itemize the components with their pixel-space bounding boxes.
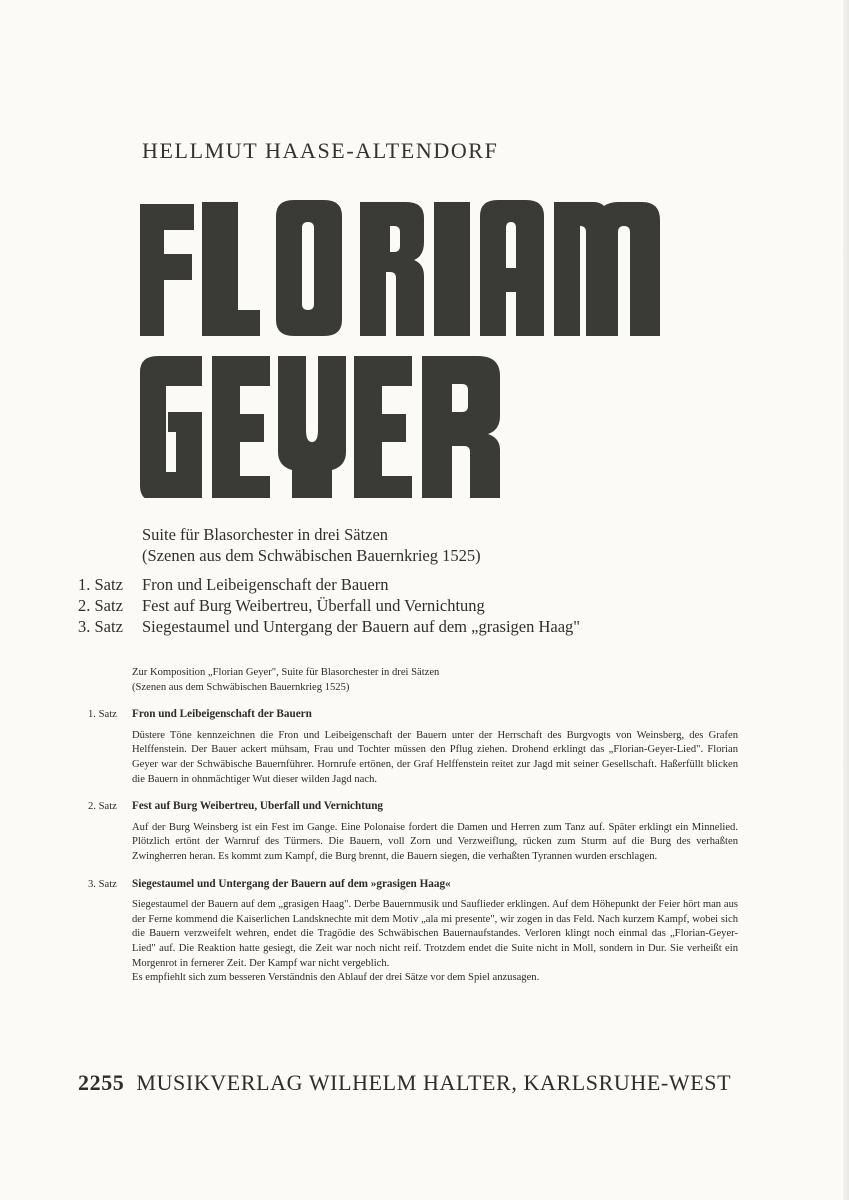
- section-body: [132, 898, 738, 986]
- section-heading: [88, 877, 738, 893]
- subtitle: [142, 524, 481, 566]
- movement-title: Fest auf Burg Weibertreu, Überfall und Vernichtung: [142, 596, 485, 615]
- subtitle-line-2: (Szenen aus dem Schwäbischen Bauernkrieg 1525): [142, 546, 481, 565]
- movement-list: [78, 574, 580, 637]
- publisher-name: MUSIKVERLAG WILHELM HALTER, KARLSRUHE-WEST: [136, 1070, 732, 1095]
- catalog-number: 2255: [78, 1070, 125, 1095]
- title-logotype: [138, 198, 683, 498]
- section-body: [132, 729, 738, 787]
- notes-section-2: [88, 799, 738, 864]
- notes-section-1: [88, 707, 738, 787]
- section-number: 2. Satz: [88, 801, 117, 813]
- section-heading: [88, 799, 738, 815]
- notes-intro-line-2: (Szenen aus dem Schwäbischen Bauernkrieg 1525): [132, 681, 350, 693]
- section-number: 1. Satz: [88, 709, 117, 721]
- movement-number: 3. Satz: [78, 617, 123, 636]
- movement-title: Siegestaumel und Untergang der Bauern auf dem „grasigen Haag": [142, 617, 581, 636]
- title-line-florian: [140, 200, 660, 336]
- composer-name: HELLMUT HAASE-ALTENDORF: [142, 138, 499, 163]
- movement-title: Fron und Leibeigenschaft der Bauern: [142, 575, 389, 594]
- subtitle-line-1: Suite für Blasorchester in drei Sätzen: [142, 525, 389, 544]
- section-text: Düstere Töne kennzeichnen die Fron und Leibeigenschaft der Bauern unter der Herrschaft des Burgvogts von Weinsberg, des Grafen Helffenstein. Der Bauer ackert mühsam, Frau und Tochter müssen den Pflug ziehen. Drohend erklingt das „Florian-Geyer-Lied". Florian Geyer war der Schwäbische Bauernführer. Hornrufe ertönen, der Graf Helffenstein reitet zur Jagd mit seiner Gesellschaft. Haßerfüllt blicken die Bauern in ohnmächtiger Wut dieser wilden Jagd nach.: [132, 729, 738, 785]
- movement-item: [78, 595, 580, 616]
- notes-intro-line-1: Zur Komposition „Florian Geyer", Suite für Blasorchester in drei Sätzen: [132, 667, 440, 678]
- section-body: [132, 821, 738, 865]
- closing-note: Es empfiehlt sich zum besseren Verständnis den Ablauf der drei Sätze vor dem Spiel anzusagen.: [132, 972, 540, 984]
- section-title: Fest auf Burg Weibertreu, Uberfall und Vernichtung: [132, 800, 384, 813]
- notes-section-3: [88, 877, 738, 986]
- section-number: 3. Satz: [88, 878, 117, 890]
- publisher-footer: [78, 1070, 731, 1096]
- movement-number: 2. Satz: [78, 596, 123, 615]
- title-line-geyer: [140, 356, 500, 498]
- section-text: Auf der Burg Weinsberg ist ein Fest im Gange. Eine Polonaise fordert die Damen und Herren zum Tanz auf. Später erklingt ein Minnelied. Plötzlich ertönt der Warnruf des Türmers. Die Bauern, voll Zorn und Verzweiflung, rücken zum Sturm auf die Burg des verhaßten Zwingherren heran. Es kommt zum Kampf, die Burg brennt, die Bauern siegen, die verhaßten Tyrannen wurden erschlagen.: [132, 821, 738, 862]
- section-title: Fron und Leibeigenschaft der Bauern: [132, 708, 312, 721]
- section-title: Siegestaumel und Untergang der Bauern auf dem »grasigen Haag«: [132, 877, 451, 890]
- section-heading: [88, 707, 738, 723]
- program-notes: [88, 666, 738, 986]
- movement-number: 1. Satz: [78, 575, 123, 594]
- notes-intro: [132, 666, 738, 695]
- page-edge: [843, 0, 849, 1200]
- movement-item: [78, 616, 580, 637]
- section-text: Siegestaumel der Bauern auf dem „grasigen Haag". Derbe Bauernmusik und Sauflieder erklingen. Auf dem Höhepunkt der Feier hört man aus der Ferne kommend die Kaiserlichen Landsknechte mit dem Motiv „ala mi presente", wir zogen in das Feld. Nach kurzem Kampf, wobei sich die Bauern verzweifelt wehren, endet die Tragödie des Schwäbischen Bauernaufstandes. Verloren klingt noch einmal das „Florian-Geyer-Lied" auf. Die Reaktion hatte gesiegt, die Zeit war noch nicht reif. Trotzdem endet die Suite nicht in Moll, sondern in Dur. Sie verheißt ein Morgenrot in fernerer Zeit. Der Kampf war nicht vergeblich.: [132, 899, 738, 969]
- movement-item: [78, 574, 580, 595]
